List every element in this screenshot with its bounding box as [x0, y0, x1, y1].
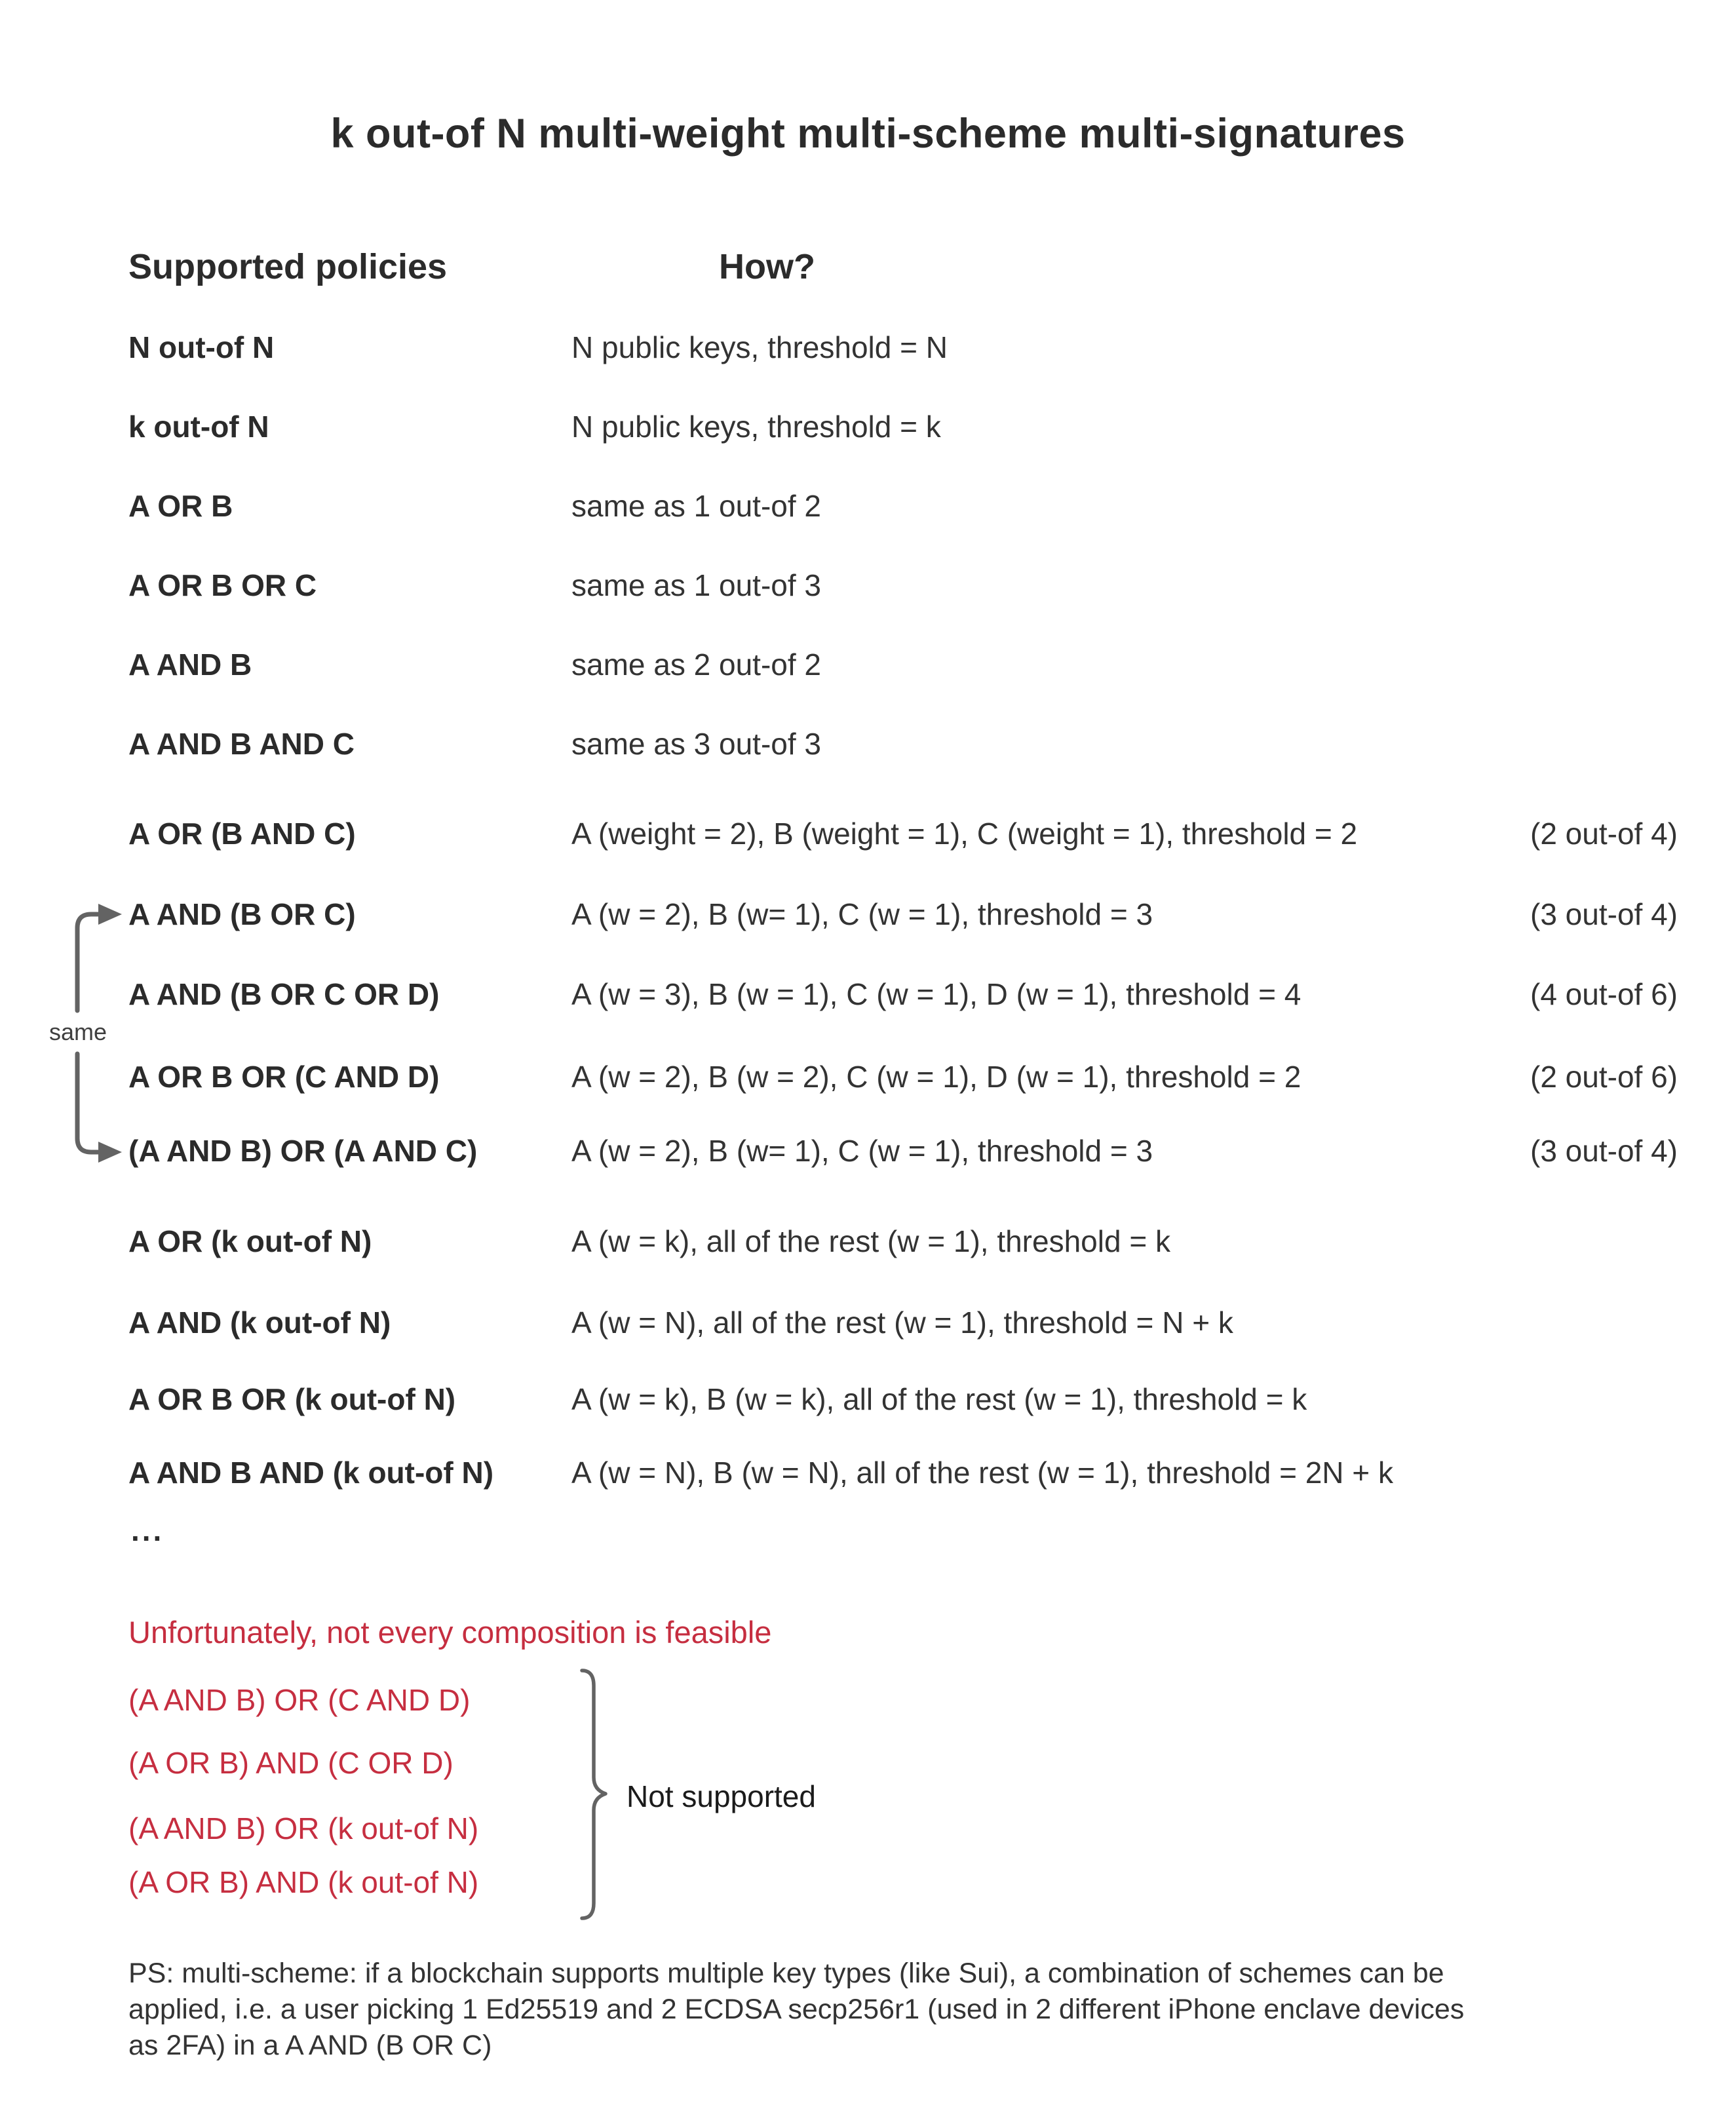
table-row [0, 724, 1736, 763]
table-row [0, 1057, 1736, 1096]
equivalence-annotation: (2 out-of 6) [1530, 1060, 1678, 1094]
ps-line: PS: multi-scheme: if a blockchain supports multiple key types (like Sui), a combination of schemes can be [128, 1958, 1444, 1989]
how-text: A (w = 3), B (w = 1), C (w = 1), D (w = 1), threshold = 4 [571, 977, 1302, 1011]
table-row [0, 975, 1736, 1014]
policy-label: A OR B OR C [128, 568, 317, 602]
table-row [0, 566, 1736, 605]
equivalence-annotation: (3 out-of 4) [1530, 1134, 1678, 1168]
policy-label: A OR B OR (C AND D) [128, 1060, 440, 1094]
how-text: N public keys, threshold = N [571, 330, 948, 364]
table-row [0, 645, 1736, 684]
table-row [0, 1380, 1736, 1419]
ps-line: as 2FA) in a A AND (B OR C) [128, 2030, 492, 2061]
table-row [0, 1453, 1736, 1492]
ps-line: applied, i.e. a user picking 1 Ed25519 and 2 ECDSA secp256r1 (used in 2 different iPhone enclave devices [128, 1994, 1465, 2025]
table-row [0, 814, 1736, 853]
table-row [0, 1303, 1736, 1342]
how-text: same as 2 out-of 2 [571, 647, 821, 682]
how-text: A (weight = 2), B (weight = 1), C (weight = 1), threshold = 2 [571, 817, 1358, 851]
table-row [0, 1131, 1736, 1170]
policy-label: A AND (B OR C OR D) [128, 977, 440, 1011]
policy-label: A OR B OR (k out-of N) [128, 1382, 456, 1416]
policy-label: A OR B [128, 489, 233, 523]
table-row [0, 1222, 1736, 1261]
curly-brace-icon [582, 1671, 606, 1918]
how-text: A (w = N), B (w = N), all of the rest (w = 1), threshold = 2N + k [571, 1456, 1393, 1490]
table-row [0, 407, 1736, 446]
infeasible-heading: Unfortunately, not every composition is feasible [128, 1615, 772, 1650]
infeasible-item: (A AND B) OR (k out-of N) [128, 1811, 479, 1846]
table-row [0, 895, 1736, 934]
how-text: same as 3 out-of 3 [571, 727, 821, 761]
how-text: N public keys, threshold = k [571, 410, 941, 444]
how-text: A (w = 2), B (w = 2), C (w = 1), D (w = 1), threshold = 2 [571, 1060, 1302, 1094]
ellipsis-more-rows: ... [131, 1513, 164, 1547]
not-supported-label: Not supported [627, 1779, 816, 1813]
policy-label: A AND B AND C [128, 727, 355, 761]
page-title: k out-of N multi-weight multi-scheme multi-signatures [330, 111, 1406, 157]
same-annotation-label: same [48, 1018, 107, 1045]
how-text: same as 1 out-of 2 [571, 489, 821, 523]
column-header-how: How? [719, 247, 815, 286]
policy-label: N out-of N [128, 330, 275, 364]
how-text: A (w = 2), B (w= 1), C (w = 1), threshold = 3 [571, 897, 1153, 931]
equivalence-annotation: (3 out-of 4) [1530, 897, 1678, 931]
equivalence-annotation: (2 out-of 4) [1530, 817, 1678, 851]
policy-label: A OR (k out-of N) [128, 1224, 372, 1258]
policy-label: A AND (k out-of N) [128, 1305, 391, 1340]
infeasible-item: (A AND B) OR (C AND D) [128, 1683, 471, 1717]
how-text: A (w = 2), B (w= 1), C (w = 1), threshold = 3 [571, 1134, 1153, 1168]
how-text: A (w = N), all of the rest (w = 1), threshold = N + k [571, 1305, 1233, 1340]
infeasible-item: (A OR B) AND (C OR D) [128, 1746, 453, 1780]
how-text: A (w = k), all of the rest (w = 1), threshold = k [571, 1224, 1170, 1258]
equivalence-annotation: (4 out-of 6) [1530, 977, 1678, 1011]
table-row [0, 328, 1736, 367]
policy-label: k out-of N [128, 410, 269, 444]
policy-label: (A AND B) OR (A AND C) [128, 1134, 478, 1168]
column-header-supported-policies: Supported policies [128, 247, 448, 286]
policy-label: A OR (B AND C) [128, 817, 356, 851]
how-text: A (w = k), B (w = k), all of the rest (w = 1), threshold = k [571, 1382, 1307, 1416]
policy-label: A AND B AND (k out-of N) [128, 1456, 494, 1490]
ps-footnote [128, 1956, 1701, 2064]
policy-label: A AND (B OR C) [128, 897, 356, 931]
how-text: same as 1 out-of 3 [571, 568, 821, 602]
table-row [0, 486, 1736, 526]
infeasible-item: (A OR B) AND (k out-of N) [128, 1865, 479, 1899]
policy-label: A AND B [128, 647, 252, 682]
